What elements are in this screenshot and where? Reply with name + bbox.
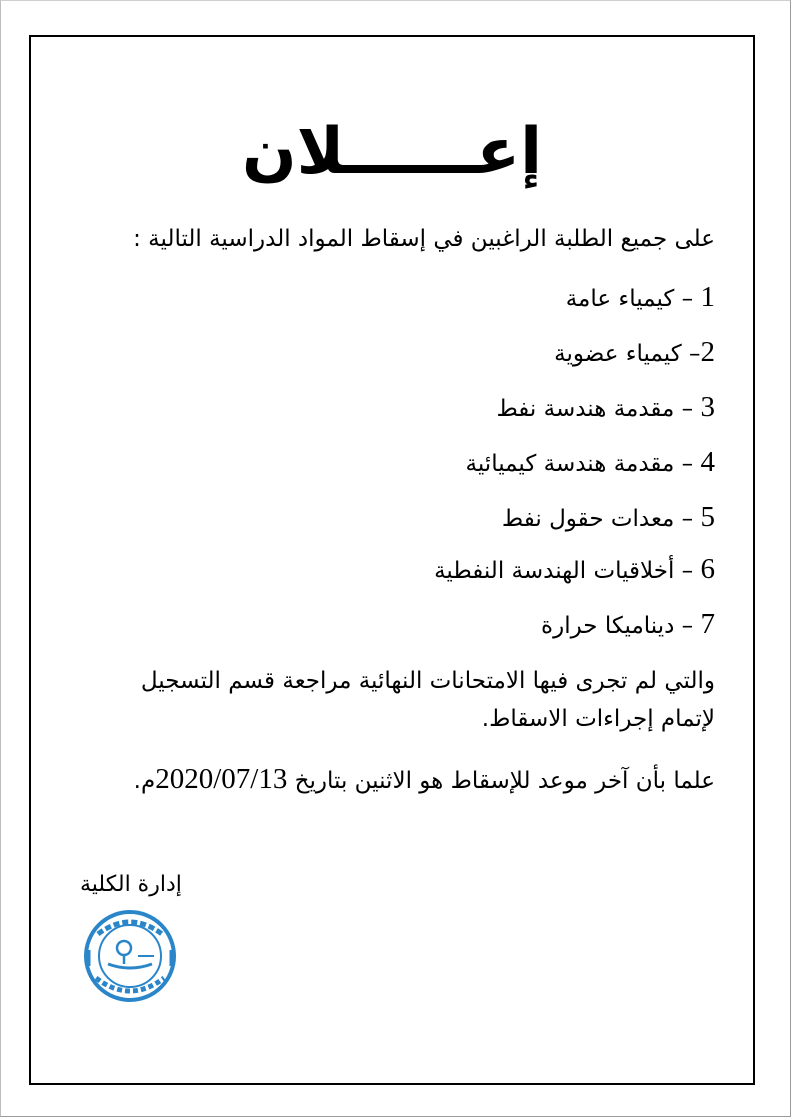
course-number: 7 xyxy=(700,608,715,640)
deadline-text xyxy=(134,762,715,798)
course-item-4 xyxy=(466,445,715,481)
course-item-3 xyxy=(496,390,715,426)
intro-text: على جميع الطلبة الراغبين في إسقاط المواد الدراسية التالية : xyxy=(133,226,715,252)
deadline-date: 2020/07/13 xyxy=(155,763,288,795)
course-item-7 xyxy=(541,607,715,643)
course-separator: – xyxy=(681,341,701,367)
course-number: 1 xyxy=(700,281,715,313)
course-item-5 xyxy=(502,500,715,536)
course-separator: – xyxy=(674,396,701,422)
course-separator: – xyxy=(674,558,701,584)
course-separator: – xyxy=(674,506,701,532)
signature-text: إدارة الكلية xyxy=(80,872,182,897)
course-number: 4 xyxy=(700,446,715,478)
course-number: 2 xyxy=(700,336,715,368)
body-text-line-1: والتي لم تجرى فيها الامتحانات النهائية مراجعة قسم التسجيل xyxy=(140,668,715,694)
course-number: 5 xyxy=(700,501,715,533)
course-name: ديناميكا حرارة xyxy=(541,613,675,639)
deadline-label: علما بأن آخر موعد للإسقاط هو الاثنين بتاريخ xyxy=(294,768,715,794)
course-number: 3 xyxy=(700,391,715,423)
course-separator: – xyxy=(674,451,701,477)
announcement-title: إعــــــلان xyxy=(241,115,543,189)
course-item-2 xyxy=(554,335,715,371)
course-separator: – xyxy=(674,286,701,312)
course-name: مقدمة هندسة نفط xyxy=(496,396,675,422)
course-name: معدات حقول نفط xyxy=(501,506,675,532)
course-number: 6 xyxy=(700,553,715,585)
body-text-line-2: لإتمام إجراءات الاسقاط. xyxy=(481,706,715,732)
course-name: كيمياء عضوية xyxy=(554,341,682,367)
course-item-1 xyxy=(566,280,715,316)
deadline-suffix: م. xyxy=(133,768,156,794)
course-separator: – xyxy=(674,613,701,639)
course-name: أخلاقيات الهندسة النفطية xyxy=(434,558,675,584)
stamp-icon xyxy=(78,906,182,1004)
course-name: مقدمة هندسة كيميائية xyxy=(465,451,675,477)
course-item-6 xyxy=(434,552,715,588)
course-name: كيمياء عامة xyxy=(565,286,675,312)
